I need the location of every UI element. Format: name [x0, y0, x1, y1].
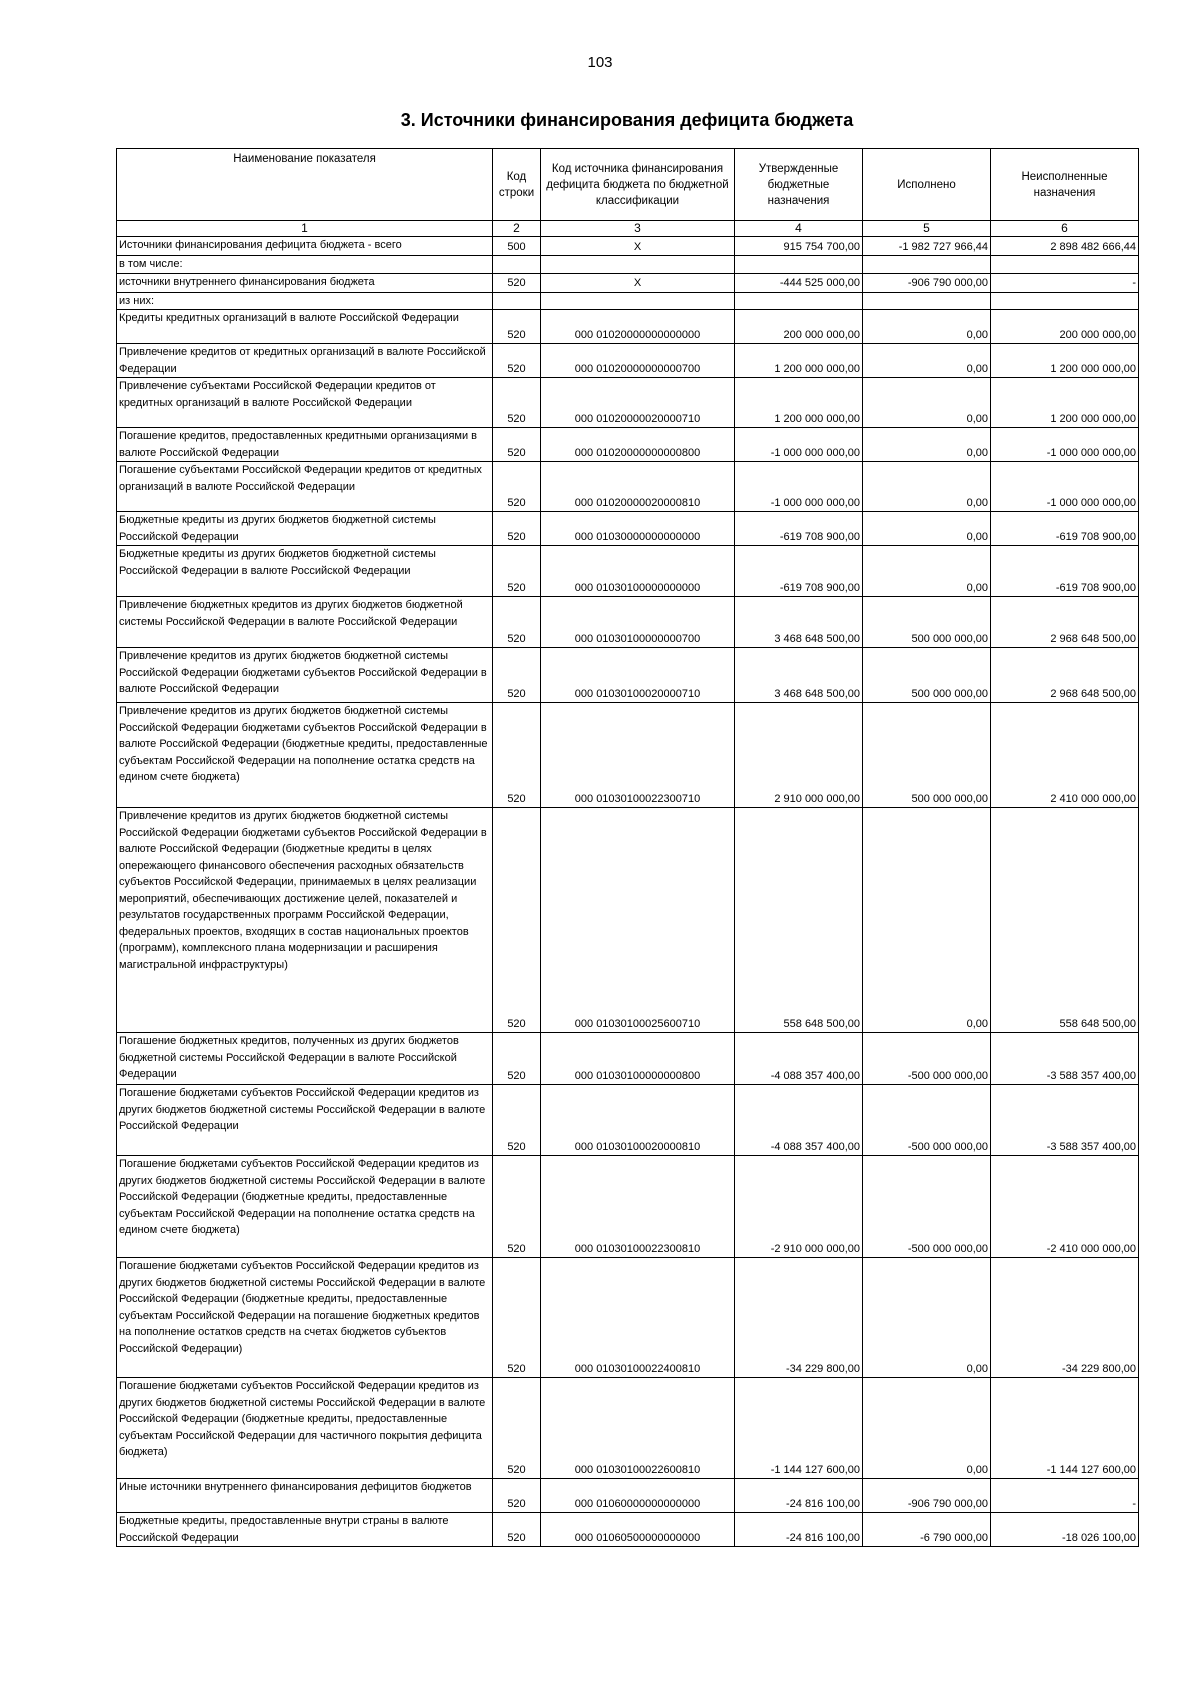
row-source-code: 000 01020000020000810	[541, 462, 735, 512]
row-name: Погашение бюджетами субъектов Российской Федерации кредитов из других бюджетов бюджетной системы Российской Федерации в валюте Российской Федерации (бюджетные кредиты, предоставленные субъектам Российской Федерации для частичного покрытия дефицита бюджета)	[117, 1378, 493, 1479]
row-source-code: 000 01030100000000800	[541, 1033, 735, 1085]
row-executed: 500 000 000,00	[863, 648, 991, 703]
table-row	[117, 597, 1139, 648]
row-name: Погашение кредитов, предоставленных кредитными организациями в валюте Российской Федерации	[117, 428, 493, 462]
row-code: 520	[493, 273, 541, 292]
header-approved: Утвержденные бюджетные назначения	[735, 149, 863, 221]
row-executed: -1 982 727 966,44	[863, 237, 991, 256]
row-approved: 915 754 700,00	[735, 237, 863, 256]
row-source-code: 000 01020000020000710	[541, 378, 735, 428]
row-approved: -619 708 900,00	[735, 546, 863, 597]
column-number: 2	[493, 221, 541, 237]
row-code: 520	[493, 310, 541, 344]
row-source-code: 000 01030100022600810	[541, 1378, 735, 1479]
row-code: 520	[493, 1085, 541, 1156]
row-code: 520	[493, 428, 541, 462]
row-approved: 1 200 000 000,00	[735, 378, 863, 428]
row-name: Привлечение кредитов из других бюджетов бюджетной системы Российской Федерации бюджетами субъектов Российской Федерации в валюте Российской Федерации	[117, 648, 493, 703]
row-approved: 3 468 648 500,00	[735, 648, 863, 703]
row-executed: -6 790 000,00	[863, 1513, 991, 1547]
table-row	[117, 428, 1139, 462]
row-approved: -34 229 800,00	[735, 1258, 863, 1378]
row-executed: 0,00	[863, 1258, 991, 1378]
table-body	[117, 237, 1139, 1547]
row-executed: 0,00	[863, 344, 991, 378]
row-executed	[863, 292, 991, 310]
row-source-code: 000 01020000000000800	[541, 428, 735, 462]
table-row	[117, 1258, 1139, 1378]
table-row	[117, 1085, 1139, 1156]
row-name: Погашение бюджетами субъектов Российской Федерации кредитов из других бюджетов бюджетной системы Российской Федерации в валюте Российской Федерации	[117, 1085, 493, 1156]
row-name: Иные источники внутреннего финансирования дефицитов бюджетов	[117, 1479, 493, 1513]
row-unexecuted: 2 968 648 500,00	[991, 597, 1139, 648]
row-source-code: 000 01030100022300810	[541, 1156, 735, 1258]
row-code: 520	[493, 1156, 541, 1258]
row-unexecuted: -1 000 000 000,00	[991, 428, 1139, 462]
header-executed: Исполнено	[863, 149, 991, 221]
row-approved	[735, 256, 863, 274]
row-unexecuted: -18 026 100,00	[991, 1513, 1139, 1547]
row-code: 520	[493, 462, 541, 512]
row-unexecuted: -3 588 357 400,00	[991, 1033, 1139, 1085]
row-approved: 3 468 648 500,00	[735, 597, 863, 648]
row-executed: -500 000 000,00	[863, 1156, 991, 1258]
row-name: Погашение бюджетных кредитов, полученных из других бюджетов бюджетной системы Российской Федерации в валюте Российской Федерации	[117, 1033, 493, 1085]
row-source-code	[541, 256, 735, 274]
row-unexecuted: -619 708 900,00	[991, 512, 1139, 546]
table-row	[117, 808, 1139, 1033]
row-unexecuted: -34 229 800,00	[991, 1258, 1139, 1378]
row-name: Бюджетные кредиты, предоставленные внутри страны в валюте Российской Федерации	[117, 1513, 493, 1547]
column-number: 5	[863, 221, 991, 237]
row-source-code: 000 01030100022400810	[541, 1258, 735, 1378]
row-code: 520	[493, 703, 541, 808]
row-code: 520	[493, 1033, 541, 1085]
row-code: 520	[493, 808, 541, 1033]
row-executed: 0,00	[863, 378, 991, 428]
row-approved: 200 000 000,00	[735, 310, 863, 344]
row-approved: -1 000 000 000,00	[735, 462, 863, 512]
row-unexecuted: 200 000 000,00	[991, 310, 1139, 344]
table-row	[117, 310, 1139, 344]
row-unexecuted: -1 000 000 000,00	[991, 462, 1139, 512]
table-row	[117, 237, 1139, 256]
table-row	[117, 546, 1139, 597]
table-row	[117, 1156, 1139, 1258]
row-unexecuted: -1 144 127 600,00	[991, 1378, 1139, 1479]
row-approved: -444 525 000,00	[735, 273, 863, 292]
row-code: 520	[493, 344, 541, 378]
row-unexecuted: 1 200 000 000,00	[991, 378, 1139, 428]
row-code: 520	[493, 648, 541, 703]
table-row	[117, 1479, 1139, 1513]
page-number: 103	[587, 54, 613, 71]
row-unexecuted: -3 588 357 400,00	[991, 1085, 1139, 1156]
row-executed: 500 000 000,00	[863, 597, 991, 648]
row-name: из них:	[117, 292, 493, 310]
column-number: 6	[991, 221, 1139, 237]
row-code: 520	[493, 1378, 541, 1479]
table-row	[117, 1378, 1139, 1479]
row-name: Привлечение кредитов из других бюджетов бюджетной системы Российской Федерации бюджетами субъектов Российской Федерации в валюте Российской Федерации (бюджетные кредиты, предоставленные субъектам Российской Федерации на пополнение остатка средств на едином счете бюджета)	[117, 703, 493, 808]
row-unexecuted: -	[991, 1479, 1139, 1513]
row-code: 520	[493, 1513, 541, 1547]
row-name: Привлечение кредитов из других бюджетов бюджетной системы Российской Федерации бюджетами субъектов Российской Федерации в валюте Российской Федерации (бюджетные кредиты в целях опережающего финансового обеспечения расходных обязательств субъектов Российской Федерации, принимаемых в целях реализации мероприятий, обеспечивающих достижение целей, показателей и результатов государственных программ Российской Федерации, федеральных проектов, входящих в состав национальных проектов (программ), комплексного плана модернизации и расширения магистральной инфраструктуры)	[117, 808, 493, 1033]
row-approved: -4 088 357 400,00	[735, 1085, 863, 1156]
row-approved: -1 144 127 600,00	[735, 1378, 863, 1479]
row-unexecuted: 2 898 482 666,44	[991, 237, 1139, 256]
row-source-code: 000 01020000000000000	[541, 310, 735, 344]
table-row	[117, 462, 1139, 512]
row-source-code: 000 01030100000000700	[541, 597, 735, 648]
column-number: 4	[735, 221, 863, 237]
row-executed: 0,00	[863, 546, 991, 597]
table-row	[117, 512, 1139, 546]
row-approved: -24 816 100,00	[735, 1479, 863, 1513]
row-unexecuted: -	[991, 273, 1139, 292]
column-number: 1	[117, 221, 493, 237]
row-approved: 1 200 000 000,00	[735, 344, 863, 378]
row-approved: -24 816 100,00	[735, 1513, 863, 1547]
row-source-code	[541, 292, 735, 310]
row-name: Кредиты кредитных организаций в валюте Российской Федерации	[117, 310, 493, 344]
row-approved: -1 000 000 000,00	[735, 428, 863, 462]
row-code	[493, 292, 541, 310]
row-approved: -619 708 900,00	[735, 512, 863, 546]
table-row	[117, 273, 1139, 292]
row-approved: 2 910 000 000,00	[735, 703, 863, 808]
row-name: Привлечение кредитов от кредитных организаций в валюте Российской Федерации	[117, 344, 493, 378]
row-source-code: X	[541, 273, 735, 292]
row-executed: 0,00	[863, 1378, 991, 1479]
page-title: 3. Источники финансирования дефицита бюджета	[400, 110, 854, 130]
row-source-code: 000 01020000000000700	[541, 344, 735, 378]
row-name: Источники финансирования дефицита бюджета - всего	[117, 237, 493, 256]
row-name: источники внутреннего финансирования бюджета	[117, 273, 493, 292]
financing-table	[116, 148, 1139, 1547]
table-row	[117, 1513, 1139, 1547]
table-row	[117, 648, 1139, 703]
row-source-code: 000 01060500000000000	[541, 1513, 735, 1547]
row-approved: 558 648 500,00	[735, 808, 863, 1033]
row-approved: -4 088 357 400,00	[735, 1033, 863, 1085]
row-code: 520	[493, 597, 541, 648]
row-name: Привлечение бюджетных кредитов из других бюджетов бюджетной системы Российской Федерации в валюте Российской Федерации	[117, 597, 493, 648]
table-row	[117, 344, 1139, 378]
row-approved: -2 910 000 000,00	[735, 1156, 863, 1258]
row-unexecuted: 558 648 500,00	[991, 808, 1139, 1033]
row-unexecuted	[991, 292, 1139, 310]
header-row	[117, 149, 1139, 221]
row-name: Погашение бюджетами субъектов Российской Федерации кредитов из других бюджетов бюджетной системы Российской Федерации в валюте Российской Федерации (бюджетные кредиты, предоставленные субъектам Российской Федерации на погашение бюджетных кредитов на пополнение остатков средств на счетах бюджетов субъектов Российской Федерации)	[117, 1258, 493, 1378]
row-code: 520	[493, 512, 541, 546]
row-unexecuted: 1 200 000 000,00	[991, 344, 1139, 378]
row-executed: 0,00	[863, 462, 991, 512]
row-executed: -906 790 000,00	[863, 273, 991, 292]
row-source-code: X	[541, 237, 735, 256]
row-code: 520	[493, 1258, 541, 1378]
table-row	[117, 292, 1139, 310]
row-executed: 0,00	[863, 512, 991, 546]
row-executed: 500 000 000,00	[863, 703, 991, 808]
table-row	[117, 378, 1139, 428]
row-executed: 0,00	[863, 310, 991, 344]
row-approved	[735, 292, 863, 310]
row-code	[493, 256, 541, 274]
row-name: Погашение субъектами Российской Федерации кредитов от кредитных организаций в валюте Российской Федерации	[117, 462, 493, 512]
header-name: Наименование показателя	[117, 149, 493, 221]
row-unexecuted: -619 708 900,00	[991, 546, 1139, 597]
row-executed: -500 000 000,00	[863, 1085, 991, 1156]
row-name: в том числе:	[117, 256, 493, 274]
row-name: Бюджетные кредиты из других бюджетов бюджетной системы Российской Федерации в валюте Российской Федерации	[117, 546, 493, 597]
table-row	[117, 256, 1139, 274]
row-unexecuted	[991, 256, 1139, 274]
row-code: 520	[493, 1479, 541, 1513]
table-row	[117, 703, 1139, 808]
row-executed: -500 000 000,00	[863, 1033, 991, 1085]
column-number: 3	[541, 221, 735, 237]
row-source-code: 000 01030000000000000	[541, 512, 735, 546]
row-source-code: 000 01060000000000000	[541, 1479, 735, 1513]
header-unexecuted: Неисполненные назначения	[991, 149, 1139, 221]
row-name: Привлечение субъектами Российской Федерации кредитов от кредитных организаций в валюте Российской Федерации	[117, 378, 493, 428]
row-source-code: 000 01030100022300710	[541, 703, 735, 808]
table-row	[117, 1033, 1139, 1085]
row-unexecuted: 2 968 648 500,00	[991, 648, 1139, 703]
row-source-code: 000 01030100000000000	[541, 546, 735, 597]
row-unexecuted: -2 410 000 000,00	[991, 1156, 1139, 1258]
row-executed: -906 790 000,00	[863, 1479, 991, 1513]
header-code: Код строки	[493, 149, 541, 221]
row-unexecuted: 2 410 000 000,00	[991, 703, 1139, 808]
row-name: Бюджетные кредиты из других бюджетов бюджетной системы Российской Федерации	[117, 512, 493, 546]
row-executed: 0,00	[863, 428, 991, 462]
row-code: 520	[493, 378, 541, 428]
row-source-code: 000 01030100025600710	[541, 808, 735, 1033]
row-source-code: 000 01030100020000710	[541, 648, 735, 703]
header-source: Код источника финансирования дефицита бюджета по бюджетной классификации	[541, 149, 735, 221]
row-name: Погашение бюджетами субъектов Российской Федерации кредитов из других бюджетов бюджетной системы Российской Федерации в валюте Российской Федерации (бюджетные кредиты, предоставленные субъектам Российской Федерации на пополнение остатка средств на едином счете бюджета)	[117, 1156, 493, 1258]
row-code: 520	[493, 546, 541, 597]
column-number-row	[117, 221, 1139, 237]
row-executed: 0,00	[863, 808, 991, 1033]
row-executed	[863, 256, 991, 274]
row-code: 500	[493, 237, 541, 256]
row-source-code: 000 01030100020000810	[541, 1085, 735, 1156]
